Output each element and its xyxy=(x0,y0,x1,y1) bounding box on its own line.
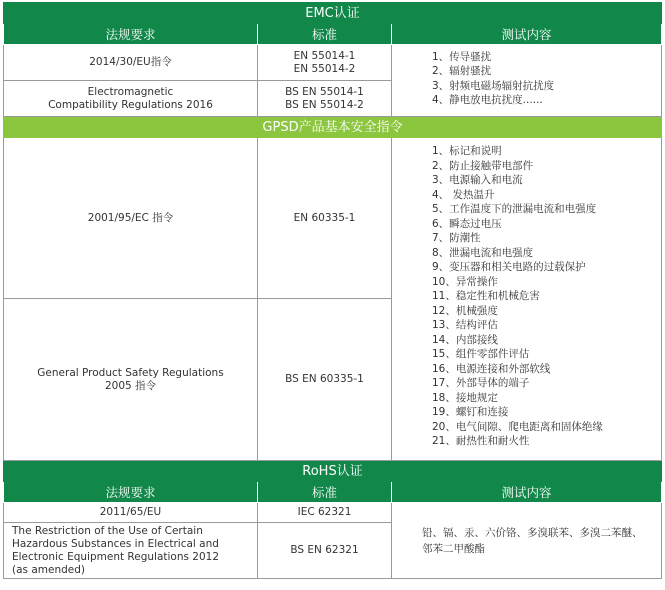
rohs-regulation-1: 2011/65/EU xyxy=(4,503,258,523)
emc-regulation-2 xyxy=(4,81,258,117)
rohs-header-regulation: 法规要求 xyxy=(4,482,258,503)
gpsd-test-item: 2、防止接触带电部件 xyxy=(432,159,534,172)
rohs-title: RoHS认证 xyxy=(4,461,662,482)
rohs-test-content: 铅、镉、汞、六价铬、多溴联苯、多溴二苯醚、邻苯二甲酸酯 xyxy=(392,503,662,579)
emc-standards-2 xyxy=(258,81,392,117)
emc-test-item: 3、射频电磁场辐射抗扰度 xyxy=(432,79,555,92)
emc-test-list xyxy=(392,45,662,117)
rohs-regulation-2-line: Electronic Equipment Regulations 2012 xyxy=(12,550,220,563)
rohs-standard-1: IEC 62321 xyxy=(258,503,392,523)
gpsd-test-item: 3、电源输入和电流 xyxy=(432,174,523,186)
gpsd-test-item: 21、耐热性和耐火性 xyxy=(432,435,530,447)
emc-row-1 xyxy=(4,45,662,81)
gpsd-test-item: 17、外部导体的端子 xyxy=(432,377,530,389)
gpsd-test-item: 16、电源连接和外部软线 xyxy=(432,362,551,375)
rohs-header-standard: 标准 xyxy=(258,482,392,503)
gpsd-regulation-2 xyxy=(4,299,258,461)
rohs-standard-2: BS EN 62321 xyxy=(258,523,392,579)
gpsd-title: GPSD产品基本安全指令 xyxy=(4,117,662,138)
gpsd-test-item: 20、电气间隙、爬电距离和固体绝缘 xyxy=(432,420,603,433)
certification-table xyxy=(3,2,662,579)
emc-standard-1b: EN 55014-2 xyxy=(293,62,356,75)
emc-standard-2a: BS EN 55014-1 xyxy=(285,85,364,98)
gpsd-test-item: 12、机械强度 xyxy=(432,304,498,317)
gpsd-test-item: 6、瞬态过电压 xyxy=(432,217,502,230)
gpsd-test-list xyxy=(392,138,662,461)
emc-header-test: 测试内容 xyxy=(392,24,662,45)
emc-regulation-2-line: Electromagnetic xyxy=(87,85,174,98)
rohs-header-row xyxy=(4,482,662,503)
rohs-regulation-2-line: Hazardous Substances in Electrical and xyxy=(12,537,219,550)
gpsd-standard-1: EN 60335-1 xyxy=(258,138,392,299)
gpsd-test-item: 4、 发热温升 xyxy=(432,188,495,201)
emc-standard-2b: BS EN 55014-2 xyxy=(285,98,364,111)
rohs-title-row xyxy=(4,461,662,482)
gpsd-test-item: 9、变压器和相关电路的过载保护 xyxy=(432,261,586,273)
rohs-row-1 xyxy=(4,503,662,523)
emc-title-row xyxy=(4,3,662,24)
gpsd-test-item: 8、泄漏电流和电强度 xyxy=(432,246,534,259)
emc-test-item: 1、传导骚扰 xyxy=(432,50,492,63)
certification-table-container xyxy=(3,2,661,579)
gpsd-regulation-2-line: 2005 指令 xyxy=(104,379,157,392)
gpsd-test-item: 1、标记和说明 xyxy=(432,145,502,157)
gpsd-regulation-2-line: General Product Safety Regulations xyxy=(37,366,224,379)
emc-header-regulation: 法规要求 xyxy=(4,24,258,45)
rohs-header-test: 测试内容 xyxy=(392,482,662,503)
gpsd-regulation-1: 2001/95/EC 指令 xyxy=(4,138,258,299)
emc-header-standard: 标准 xyxy=(258,24,392,45)
emc-test-item: 4、静电放电抗扰度...... xyxy=(432,94,543,106)
emc-standards-1 xyxy=(258,45,392,81)
gpsd-title-row xyxy=(4,117,662,138)
gpsd-row-1 xyxy=(4,138,662,299)
rohs-regulation-2-line: (as amended) xyxy=(12,563,86,576)
emc-regulation-2-line: Compatibility Regulations 2016 xyxy=(48,98,213,111)
emc-header-row xyxy=(4,24,662,45)
gpsd-test-item: 14、内部接线 xyxy=(432,333,498,346)
gpsd-test-item: 5、工作温度下的泄漏电流和电强度 xyxy=(432,203,597,215)
gpsd-test-item: 10、异常操作 xyxy=(432,275,498,288)
gpsd-test-item: 11、稳定性和机械危害 xyxy=(432,290,540,302)
rohs-regulation-2-line: The Restriction of the Use of Certain xyxy=(12,524,203,537)
emc-test-item: 2、辐射骚扰 xyxy=(432,65,492,77)
emc-regulation-1: 2014/30/EU指令 xyxy=(4,45,258,81)
gpsd-test-item: 15、组件零部件评估 xyxy=(432,348,530,360)
rohs-regulation-2 xyxy=(4,523,258,579)
gpsd-test-item: 13、结构评估 xyxy=(432,319,498,331)
gpsd-test-item: 19、螺钉和连接 xyxy=(432,406,509,418)
gpsd-standard-2: BS EN 60335-1 xyxy=(258,299,392,461)
emc-title: EMC认证 xyxy=(4,3,662,24)
emc-standard-1a: EN 55014-1 xyxy=(293,49,356,62)
gpsd-test-item: 18、接地规定 xyxy=(432,391,498,404)
gpsd-test-item: 7、防潮性 xyxy=(432,232,481,244)
